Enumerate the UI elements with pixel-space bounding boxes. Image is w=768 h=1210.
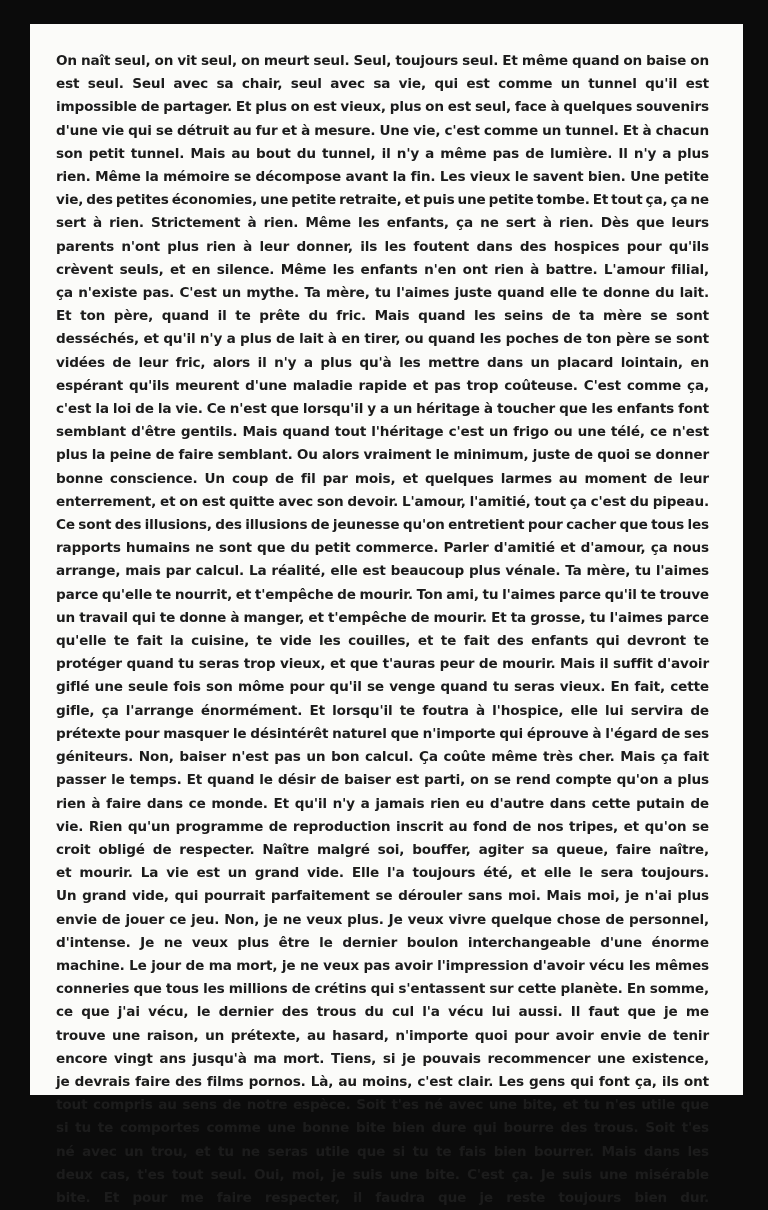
text-line: d'une vie qui se détruit au fur et à mesure. Une vie, c'est comme un tunnel. Et à chacun [56, 122, 709, 139]
text-line: passer le temps. Et quand le désir de baiser est parti, on se rend compte qu'on a plus [56, 772, 709, 789]
text-line: rapports humains ne sont que du petit commerce. Parler d'amitié et d'amour, ça nous [56, 540, 709, 557]
text-line: si tu te comportes comme une bonne bite bien dure qui bourre des trous. Soit t'es [56, 1120, 709, 1137]
text-line: arrange, mais par calcul. La réalité, elle est beaucoup plus vénale. Ta mère, tu l'aimes [56, 563, 709, 580]
text-line: sert à rien. Strictement à rien. Même les enfants, ça ne sert à rien. Dès que leurs [56, 215, 709, 232]
text-line: semblant d'être gentils. Mais quand tout l'héritage c'est un frigo ou une télé, ce n'est [56, 424, 709, 441]
document-page [30, 24, 743, 1206]
text-line: est seul. Seul avec sa chair, seul avec sa vie, qui est comme un tunnel qu'il est [56, 76, 709, 93]
text-line: son petit tunnel. Mais au bout du tunnel, il n'y a même pas de lumière. Il n'y a plus [56, 145, 709, 162]
text-line: Ce sont des illusions, des illusions de jeunesse qu'on entretient pour cacher que tous les [56, 517, 709, 534]
text-line: envie de jouer ce jeu. Non, je ne veux plus. Je veux vivre quelque chose de personnel, [56, 911, 709, 928]
body-text [56, 50, 709, 1210]
text-line: bonne conscience. Un coup de fil par mois, et quelques larmes au moment de leur [56, 470, 709, 487]
text-line: qu'elle te fait la cuisine, te vide les couilles, et te fait des enfants qui devront te [56, 633, 709, 650]
text-line: machine. Le jour de ma mort, je ne veux pas avoir l'impression d'avoir vécu les mêmes [56, 957, 709, 974]
text-line: géniteurs. Non, baiser n'est pas un bon calcul. Ça coûte même très cher. Mais ça fait [56, 749, 709, 766]
text-line: bite. Et pour me faire respecter, il faudra que je reste toujours bien dur. [56, 1189, 709, 1206]
text-line: vie, des petites économies, une petite retraite, et puis une petite tombe. Et tout ça, ça ne [56, 192, 709, 209]
text-line: Et ton père, quand il te prête du fric. Mais quand les seins de ta mère se sont [56, 308, 709, 325]
text-line: gifle, ça l'arrange énormément. Et lorsqu'il te foutra à l'hospice, elle lui servira de [56, 702, 709, 719]
text-line: rien. Même la mémoire se décompose avant la fin. Les vieux le savent bien. Une petite [56, 169, 709, 186]
text-line: je devrais faire des films pornos. Là, au moins, c'est clair. Les gens qui font ça, ils ont [56, 1073, 709, 1090]
text-line: protéger quand tu seras trop vieux, et que t'auras peur de mourir. Mais il suffit d'avoir [56, 656, 709, 673]
text-line: un travail qui te donne à manger, et t'empêche de mourir. Et ta grosse, tu l'aimes parce [56, 609, 709, 626]
text-line: parce qu'elle te nourrit, et t'empêche de mourir. Ton ami, tu l'aimes parce qu'il te trouve [56, 586, 709, 603]
text-line: vie. Rien qu'un programme de reproduction inscrit au fond de nos tripes, et qu'on se [56, 818, 709, 835]
text-line: rien à faire dans ce monde. Et qu'il n'y a jamais rien eu d'autre dans cette putain de [56, 795, 709, 812]
text-line: né avec un trou, et tu ne seras utile que si tu te fais bien bourrer. Mais dans les [56, 1143, 709, 1160]
text-line: giflé une seule fois son môme pour qu'il se venge quand tu seras vieux. En fait, cette [56, 679, 709, 696]
text-line: ce que j'ai vécu, le dernier des trous du cul l'a vécu lui aussi. Il faut que je me [56, 1004, 709, 1021]
text-line: impossible de partager. Et plus on est vieux, plus on est seul, face à quelques souvenirs [56, 99, 709, 116]
text-line: espérant qu'ils meurent d'une maladie rapide et pas trop coûteuse. C'est comme ça, [56, 377, 709, 394]
text-line: crèvent seuls, et en silence. Même les enfants n'en ont rien à battre. L'amour filial, [56, 261, 709, 278]
text-line: parents n'ont plus rien à leur donner, ils les foutent dans des hospices pour qu'ils [56, 238, 709, 255]
text-line: trouve une raison, un prétexte, au hasard, n'importe quoi pour avoir envie de tenir [56, 1027, 709, 1044]
text-line: c'est la loi de la vie. Ce n'est que lorsqu'il y a un héritage à toucher que les enfants font [56, 401, 709, 418]
text-line: deux cas, t'es tout seul. Oui, moi, je suis une bite. C'est ça. Je suis une misérable [56, 1166, 709, 1183]
text-line: desséchés, et qu'il n'y a plus de lait à en tirer, ou quand les poches de ton père se sont [56, 331, 709, 348]
text-line: d'intense. Je ne veux plus être le dernier boulon interchangeable d'une énorme [56, 934, 709, 951]
text-line: Un grand vide, qui pourrait parfaitement se dérouler sans moi. Mais moi, je n'ai plus [56, 888, 709, 905]
text-line: encore vingt ans jusqu'à ma mort. Tiens, si je pouvais recommencer une existence, [56, 1050, 709, 1067]
text-line: conneries que tous les millions de crétins qui s'entassent sur cette planète. En somme, [56, 981, 709, 998]
text-line: et mourir. La vie est un grand vide. Elle l'a toujours été, et elle le sera toujours. [56, 865, 709, 882]
text-line: On naît seul, on vit seul, on meurt seul. Seul, toujours seul. Et même quand on baise on [56, 53, 709, 69]
text-line: plus la peine de faire semblant. Ou alors vraiment le minimum, juste de quoi se donner [56, 447, 709, 464]
text-line: enterrement, et on est quitte avec son devoir. L'amour, l'amitié, tout ça c'est du pipeau. [56, 493, 709, 510]
text-line: tout compris au sens de notre espèce. Soit t'es né avec une bite, et tu n'es utile que [56, 1097, 709, 1114]
text-line: prétexte pour masquer le désintérêt naturel que n'importe qui éprouve à l'égard de ses [56, 725, 709, 742]
text-line: ça n'existe pas. C'est un mythe. Ta mère, tu l'aimes juste quand elle te donne du lait. [56, 285, 709, 302]
text-line: croit obligé de respecter. Naître malgré soi, bouffer, agiter sa queue, faire naître, [56, 841, 709, 858]
text-line: vidées de leur fric, alors il n'y a plus qu'à les mettre dans un placard lointain, en [56, 354, 709, 371]
